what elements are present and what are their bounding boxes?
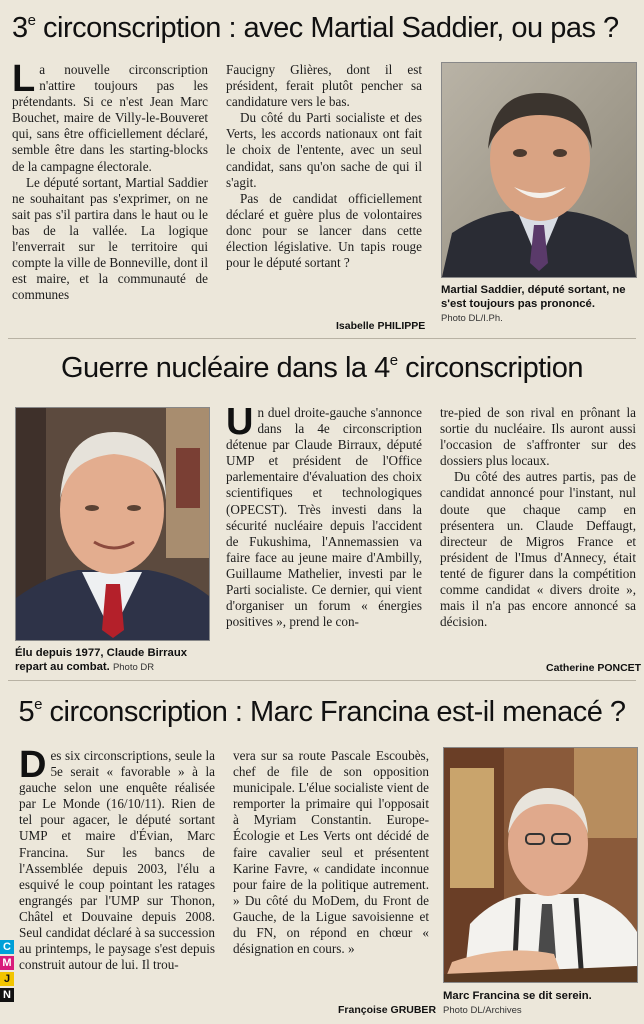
article3-paragraph-1-text: es six circonscriptions, seule la 5e serait « favorable » à la gauche selon une enquête réalisée par Le Monde (16/10/11). Rien de tel pour agacer, le député sortant UMP et maire d'Évian, Marc Francina. Sur les bancs de l'Assemblée depuis 2003, l'élu a esquivé le coup pointant les ratages engrangés par l'UMP sur Thonon, Châtel et Douvaine depuis 2008. Seul candidat déclaré à sa succession au printemps, le paysage s'est depuis construit autour de lui. Il trou- [19, 748, 215, 973]
article1-paragraph-3: Faucigny Glières, dont il est président, ferait plutôt pencher sa candidature vers le bas. [226, 62, 422, 110]
article3-paragraph-2: vera sur sa route Pascale Escoubès, chef de file de son opposition municipale. L'élue socialiste vient de remporter la primaire qui l'opposait à Myriam Constantin. Europe-Écologie et Les Verts ont décidé de faire cavalier seul et présentent Karine Favre, « candidate inconnue pour faire de la politique autrement. » Du côté du MoDem, du Front de Gauche, de la Ligue savoisienne et du FN, on répond en chœur « désignation en cours. » [233, 748, 429, 957]
article3-photo-francina [443, 747, 638, 983]
article2-column-1 [226, 401, 422, 630]
article1-byline: Isabelle PHILIPPE [336, 320, 426, 332]
article2-dropcap: U [226, 401, 254, 443]
article1-paragraph-1-text: a nouvelle circonscription n'attire toujours pas les prétendants. Si ce n'est Jean Marc Bouchet, maire de Villy-le-Bouveret qui, sans être officiellement déclaré, semble être dans les starting-blocks de la campagne électorale. [12, 62, 208, 174]
article2-photo-credit: Photo DR [112, 662, 155, 673]
article3-paragraph-1 [19, 744, 215, 973]
print-mark-black: N [0, 988, 14, 1002]
article1-paragraph-2: Le député sortant, Martial Saddier ne souhaitant pas s'exprimer, on ne sait pas s'il partira dans le haut ou le bas de la vallée. La logique l'enverrait sur le territoire qui compte la ville de Bonneville, dont il est maire, et la communauté de communes [12, 174, 208, 303]
article1-headline-prefix: 3 [12, 12, 28, 44]
print-mark-magenta: M [0, 956, 14, 970]
article2-caption-text: Élu depuis 1977, Claude Birraux repart au combat. [15, 647, 188, 673]
article2-headline-prefix: Guerre nucléaire dans la 4 [60, 352, 390, 384]
article3-photo-credit: Photo DL/Archives [443, 1005, 522, 1016]
article3-caption-text: Marc Francina se dit serein. [443, 990, 592, 1002]
article3-headline-prefix: 5 [18, 696, 35, 728]
article1-column-1 [12, 58, 208, 303]
article1-headline-sup: e [27, 12, 36, 29]
print-mark-yellow: J [0, 972, 14, 986]
article3-byline: Françoise GRUBER [338, 1004, 437, 1016]
print-mark-cyan: C [0, 940, 14, 954]
article2-paragraph-3: Du côté des autres partis, pas de candidat annoncé pour l'instant, nul doute que chaque camp en présentera un. Claude Deffaugt, directeur de Migros France et président de l'Imus d'Annecy, était tenté de figurer dans la compétition comme candidat « divers droite », mais il n'a pas encore annoncé sa décision. [440, 469, 636, 630]
article1-headline-rest: circonscription : avec Martial Saddier, ou pas ? [35, 12, 619, 44]
article3-caption [443, 989, 639, 1018]
article2-paragraph-1 [226, 401, 422, 630]
article1-photo-saddier [441, 62, 637, 278]
article1-photo-credit: Photo DL/I.Ph. [441, 313, 503, 324]
article2-headline-sup: e [389, 352, 398, 369]
article3-headline-rest: circonscription : Marc Francina est-il menacé ? [41, 696, 626, 728]
article1-dropcap: L [12, 58, 36, 100]
article1-paragraph-5: Pas de candidat officiellement déclaré et guère plus de volontaires donc pour se lancer dans cette élection législative. Un tapis rouge pour le député sortant ? [226, 190, 422, 271]
separator-2 [8, 680, 636, 681]
article2-paragraph-1-text: n duel droite-gauche s'annonce dans la 4e circonscription détenue par Claude Birraux, député UMP et président de l'Office parlementaire d'évaluation des choix scientifiques et technologiques (OPECST). Très investi dans la sécurité nucléaire depuis l'accident de Fukushima, l'Annemassien va faire face au jeune maire d'Ambilly, Guillaume Mathelier, investi par le Parti socialiste. Ce dernier, qui vient d'organiser un forum « énergies positives », prend le con- [226, 405, 422, 630]
article2-photo-birraux [15, 407, 210, 641]
article1-headline [12, 4, 642, 45]
article3-headline [0, 688, 644, 729]
article3-column-1 [19, 744, 215, 973]
article2-headline [0, 344, 644, 385]
article1-paragraph-1 [12, 58, 208, 175]
article1-paragraph-4: Du côté du Parti socialiste et des Verts, les accords nationaux ont fait le choix de l'entente, avec un seul candidat, sans qu'on sache de qui il s'agit. [226, 110, 422, 190]
article1-caption [441, 283, 637, 326]
article1-caption-text: Martial Saddier, député sortant, ne s'est toujours pas prononcé. [441, 284, 626, 310]
article2-column-2 [440, 405, 636, 630]
article2-paragraph-2: tre-pied de son rival en prônant la sortie du nucléaire. Ils auront aussi l'occasion de s'affronter sur des dossiers plus locaux. [440, 405, 636, 469]
article3-headline-sup: e [34, 696, 42, 713]
article1-column-2 [226, 62, 422, 271]
separator-1 [8, 338, 636, 339]
article3-dropcap: D [19, 744, 47, 786]
article2-byline: Catherine PONCET [546, 662, 642, 674]
article2-headline-rest: circonscription [397, 352, 583, 384]
article3-column-2 [233, 748, 429, 957]
article2-caption [15, 646, 211, 675]
